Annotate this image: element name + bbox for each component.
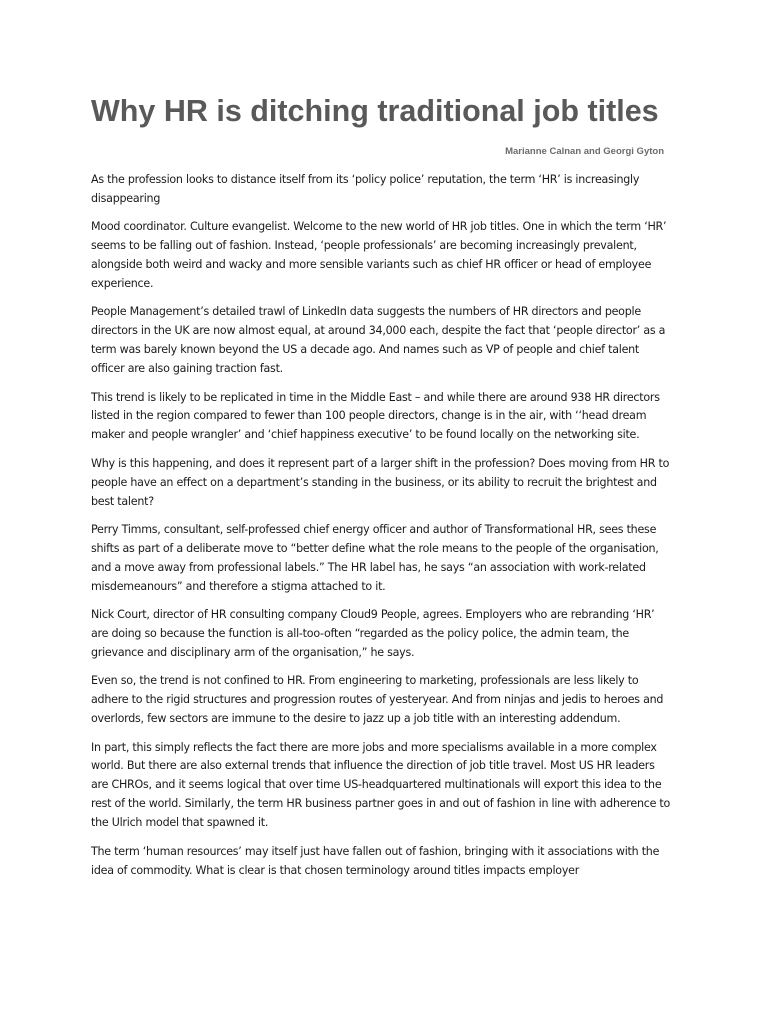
article-authors: Marianne Calnan and Georgi Gyton — [505, 146, 664, 157]
paragraph: This trend is likely to be replicated in time in the Middle East – and while there are around 938 HR directors listed in the region compared to fewer than 100 people directors, change is in the air, with ‘‘head dream maker and people wrangler’ and ‘chief happiness executive’ to be found locally on the networking site. — [91, 390, 660, 442]
article-title: Why HR is ditching traditional job titles — [91, 94, 659, 128]
paragraph: Even so, the trend is not confined to HR. From engineering to marketing, professionals are less likely to adhere to the rigid structures and progression routes of yesteryear. And from ninjas and jedis to heroes and overlords, few sectors are immune to the desire to jazz up a job title with an interesting addendum. — [91, 674, 664, 726]
paragraph: In part, this simply reflects the fact there are more jobs and more specialisms available in a more complex world. But there are also external trends that influence the direction of job title travel. Most US HR leaders are CHROs, and it seems logical that over time US-headquartered multinationals will export this idea to the rest of the world. Similarly, the term HR business partner goes in and out of fashion in line with adherence to the Ulrich model that spawned it. — [91, 740, 671, 830]
paragraph: The term ‘human resources’ may itself just have fallen out of fashion, bringing with it associations with the idea of commodity. What is clear is that chosen terminology around titles impacts employer — [91, 844, 660, 877]
paragraph: Nick Court, director of HR consulting company Cloud9 People, agrees. Employers who are rebranding ‘HR’ are doing so because the function is all-too-often “regarded as the policy police, the admin team, the grievance and disciplinary arm of the organisation,” he says. — [91, 608, 655, 659]
paragraph-standfirst: As the profession looks to distance itself from its ‘policy police’ reputation, the term ‘HR’ is increasingly disappearing — [91, 173, 640, 205]
article — [91, 92, 671, 890]
paragraph: People Management’s detailed trawl of LinkedIn data suggests the numbers of HR directors and people directors in the UK are now almost equal, at around 34,000 each, despite the fact that ‘people director’ as a term was barely known beyond the US a decade ago. And names such as VP of people and chief talent officer are also gaining traction fast. — [91, 305, 666, 376]
paragraph: Why is this happening, and does it represent part of a larger shift in the profession? Does moving from HR to people have an effect on a department’s standing in the business, or its ability to recruit the brightest and best talent? — [91, 456, 670, 508]
paragraph: Mood coordinator. Culture evangelist. Welcome to the new world of HR job titles. One in which the term ‘HR’ seems to be falling out of fashion. Instead, ‘people professionals’ are becoming increasingly prevalent, alongside both weird and wacky and more sensible variants such as chief HR officer or head of employee experience. — [91, 220, 667, 291]
paragraph: Perry Timms, consultant, self-professed chief energy officer and author of Transformational HR, sees these shifts as part of a deliberate move to “better define what the role means to the people of the organisation, and a move away from professional labels.” The HR label has, he says “an association with work-related misdemeanours” and therefore a stigma attached to it. — [91, 523, 659, 593]
article-body — [91, 171, 671, 880]
